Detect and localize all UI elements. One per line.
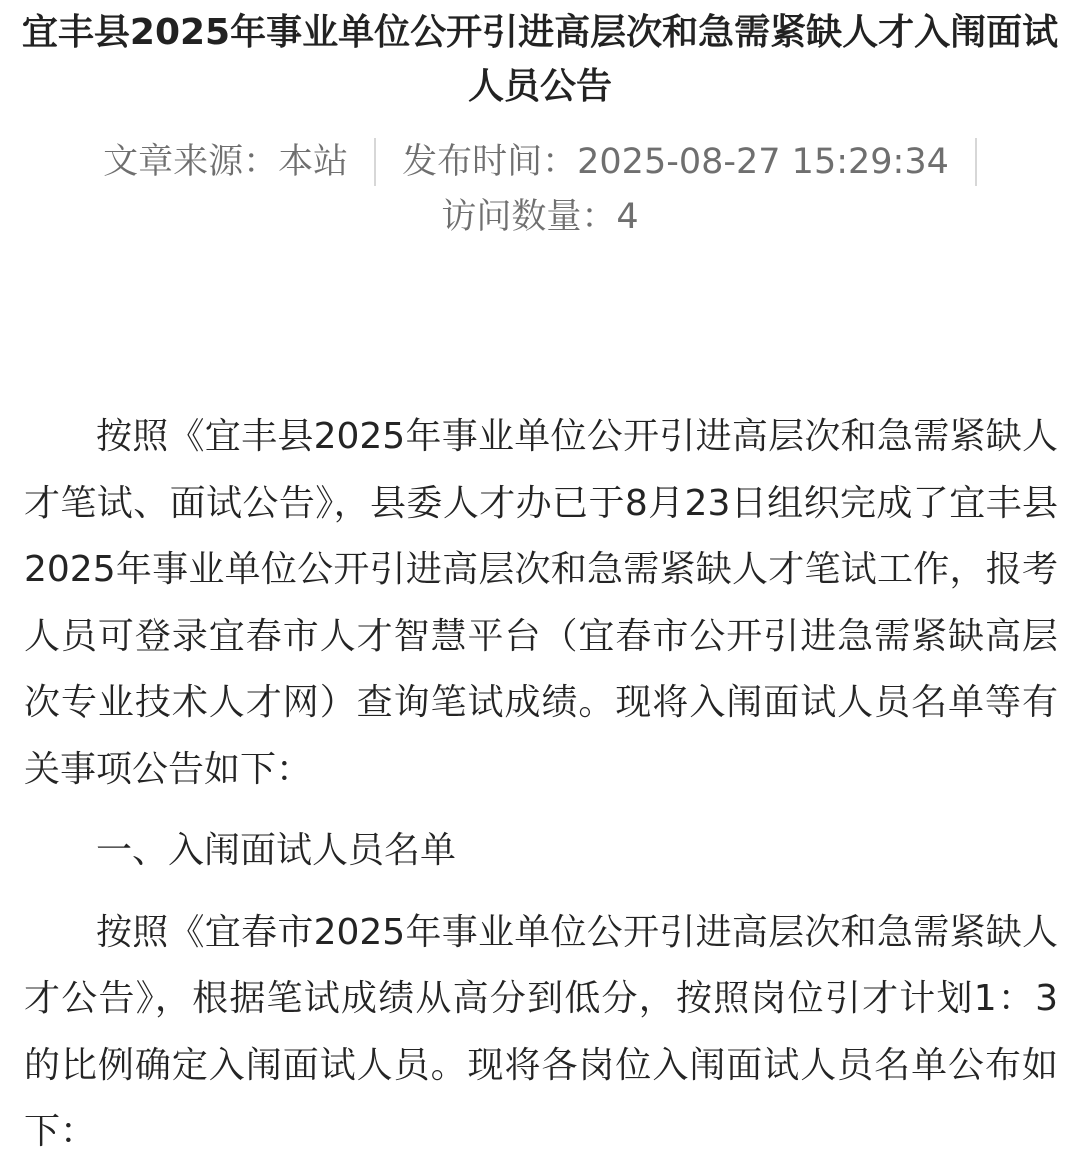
article-source: 文章来源：本站 [103, 142, 349, 182]
article-meta-row [20, 134, 1060, 189]
body-paragraph: 按照《宜春市2025年事业单位公开引进高层次和急需紧缺人才公告》，根据笔试成绩从高分到低分，按照岗位引才计划1：3的比例确定入闱面试人员。现将各岗位入闱面试人员名单公布如下： [24, 911, 1058, 1152]
article-title: 宜丰县2025年事业单位公开引进高层次和急需紧缺人才入闱面试人员公告 [21, 12, 1059, 107]
article-meta [20, 134, 1060, 244]
publish-time: 发布时间：2025-08-27 15:29:34 [402, 142, 949, 182]
meta-divider [374, 138, 376, 186]
article-body [24, 404, 1058, 1166]
section-heading: 一、入闱面试人员名单 [96, 830, 457, 871]
article-meta-row [20, 189, 1060, 244]
view-count: 访问数量：4 [441, 197, 639, 237]
body-paragraph: 按照《宜丰县2025年事业单位公开引进高层次和急需紧缺人才笔试、面试公告》，县委人才办已于8月23日组织完成了宜丰县2025年事业单位公开引进高层次和急需紧缺人才笔试工作，报考人员可登录宜春市人才智慧平台（宜春市公开引进急需紧缺高层次专业技术人才网）查询笔试成绩。现将入闱面试人员名单等有关事项公告如下： [24, 416, 1058, 790]
meta-divider [975, 138, 977, 186]
